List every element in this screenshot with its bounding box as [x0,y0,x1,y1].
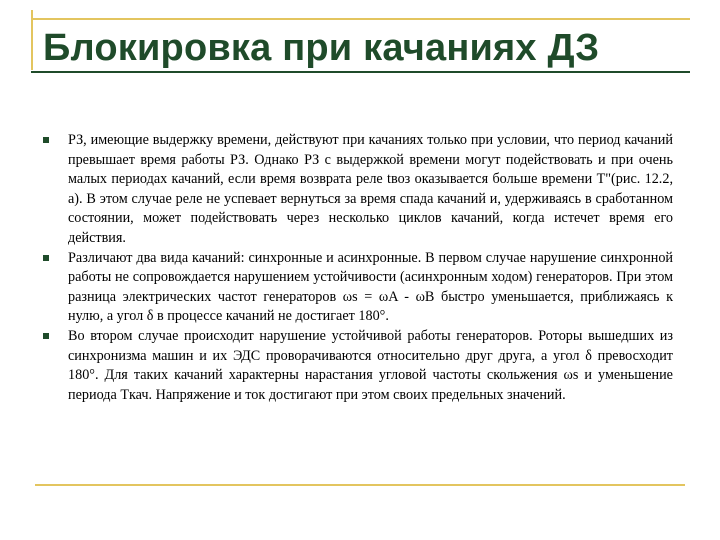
footer-rule [35,484,685,486]
paragraph-text: Во втором случае происходит нарушение устойчивой работы генераторов. Роторы вышедших из синхронизма машин и их ЭДС проворачиваются относительно друг друга, а угол δ превосходит 180°. Для таких качаний характерны нарастания угловой частоты скольжения ωs и уменьшение периода Tкач. Напряжение и ток достигают при этом своих предельных значений. [68,327,673,403]
bullet-list [68,131,673,405]
paragraph-text: Различают два вида качаний: синхронные и асинхронные. В первом случае нарушение синхронной работы не сопровождается нарушением устойчивости (асинхронным ходом) генераторов. При этом разница электрических частот генераторов ωs = ωA - ωB быстро уменьшается, приближаясь к нулю, а угол δ в процессе качаний не достигает 180°. [68,249,673,325]
square-bullet-icon [43,137,49,143]
square-bullet-icon [43,333,49,339]
title-top-rule [31,18,690,20]
title-bottom-rule [31,71,690,73]
list-item [68,327,673,405]
square-bullet-icon [43,255,49,261]
slide-title: Блокировка при качаниях ДЗ [43,27,600,69]
list-item [68,249,673,327]
list-item [68,131,673,249]
paragraph-text: РЗ, имеющие выдержку времени, действуют при качаниях только при условии, что период качаний превышает время работы РЗ. Однако РЗ с выдержкой времени могут подействовать и при очень малых периодах качаний, если время возврата реле tвоз оказывается больше времени T"(рис. 12.2, а). В этом случае реле не успевает вернуться за время спада качаний и, удерживаясь в сработанном состоянии, может подействовать через несколько циклов качаний, когда истечет время его действия. [68,132,673,246]
